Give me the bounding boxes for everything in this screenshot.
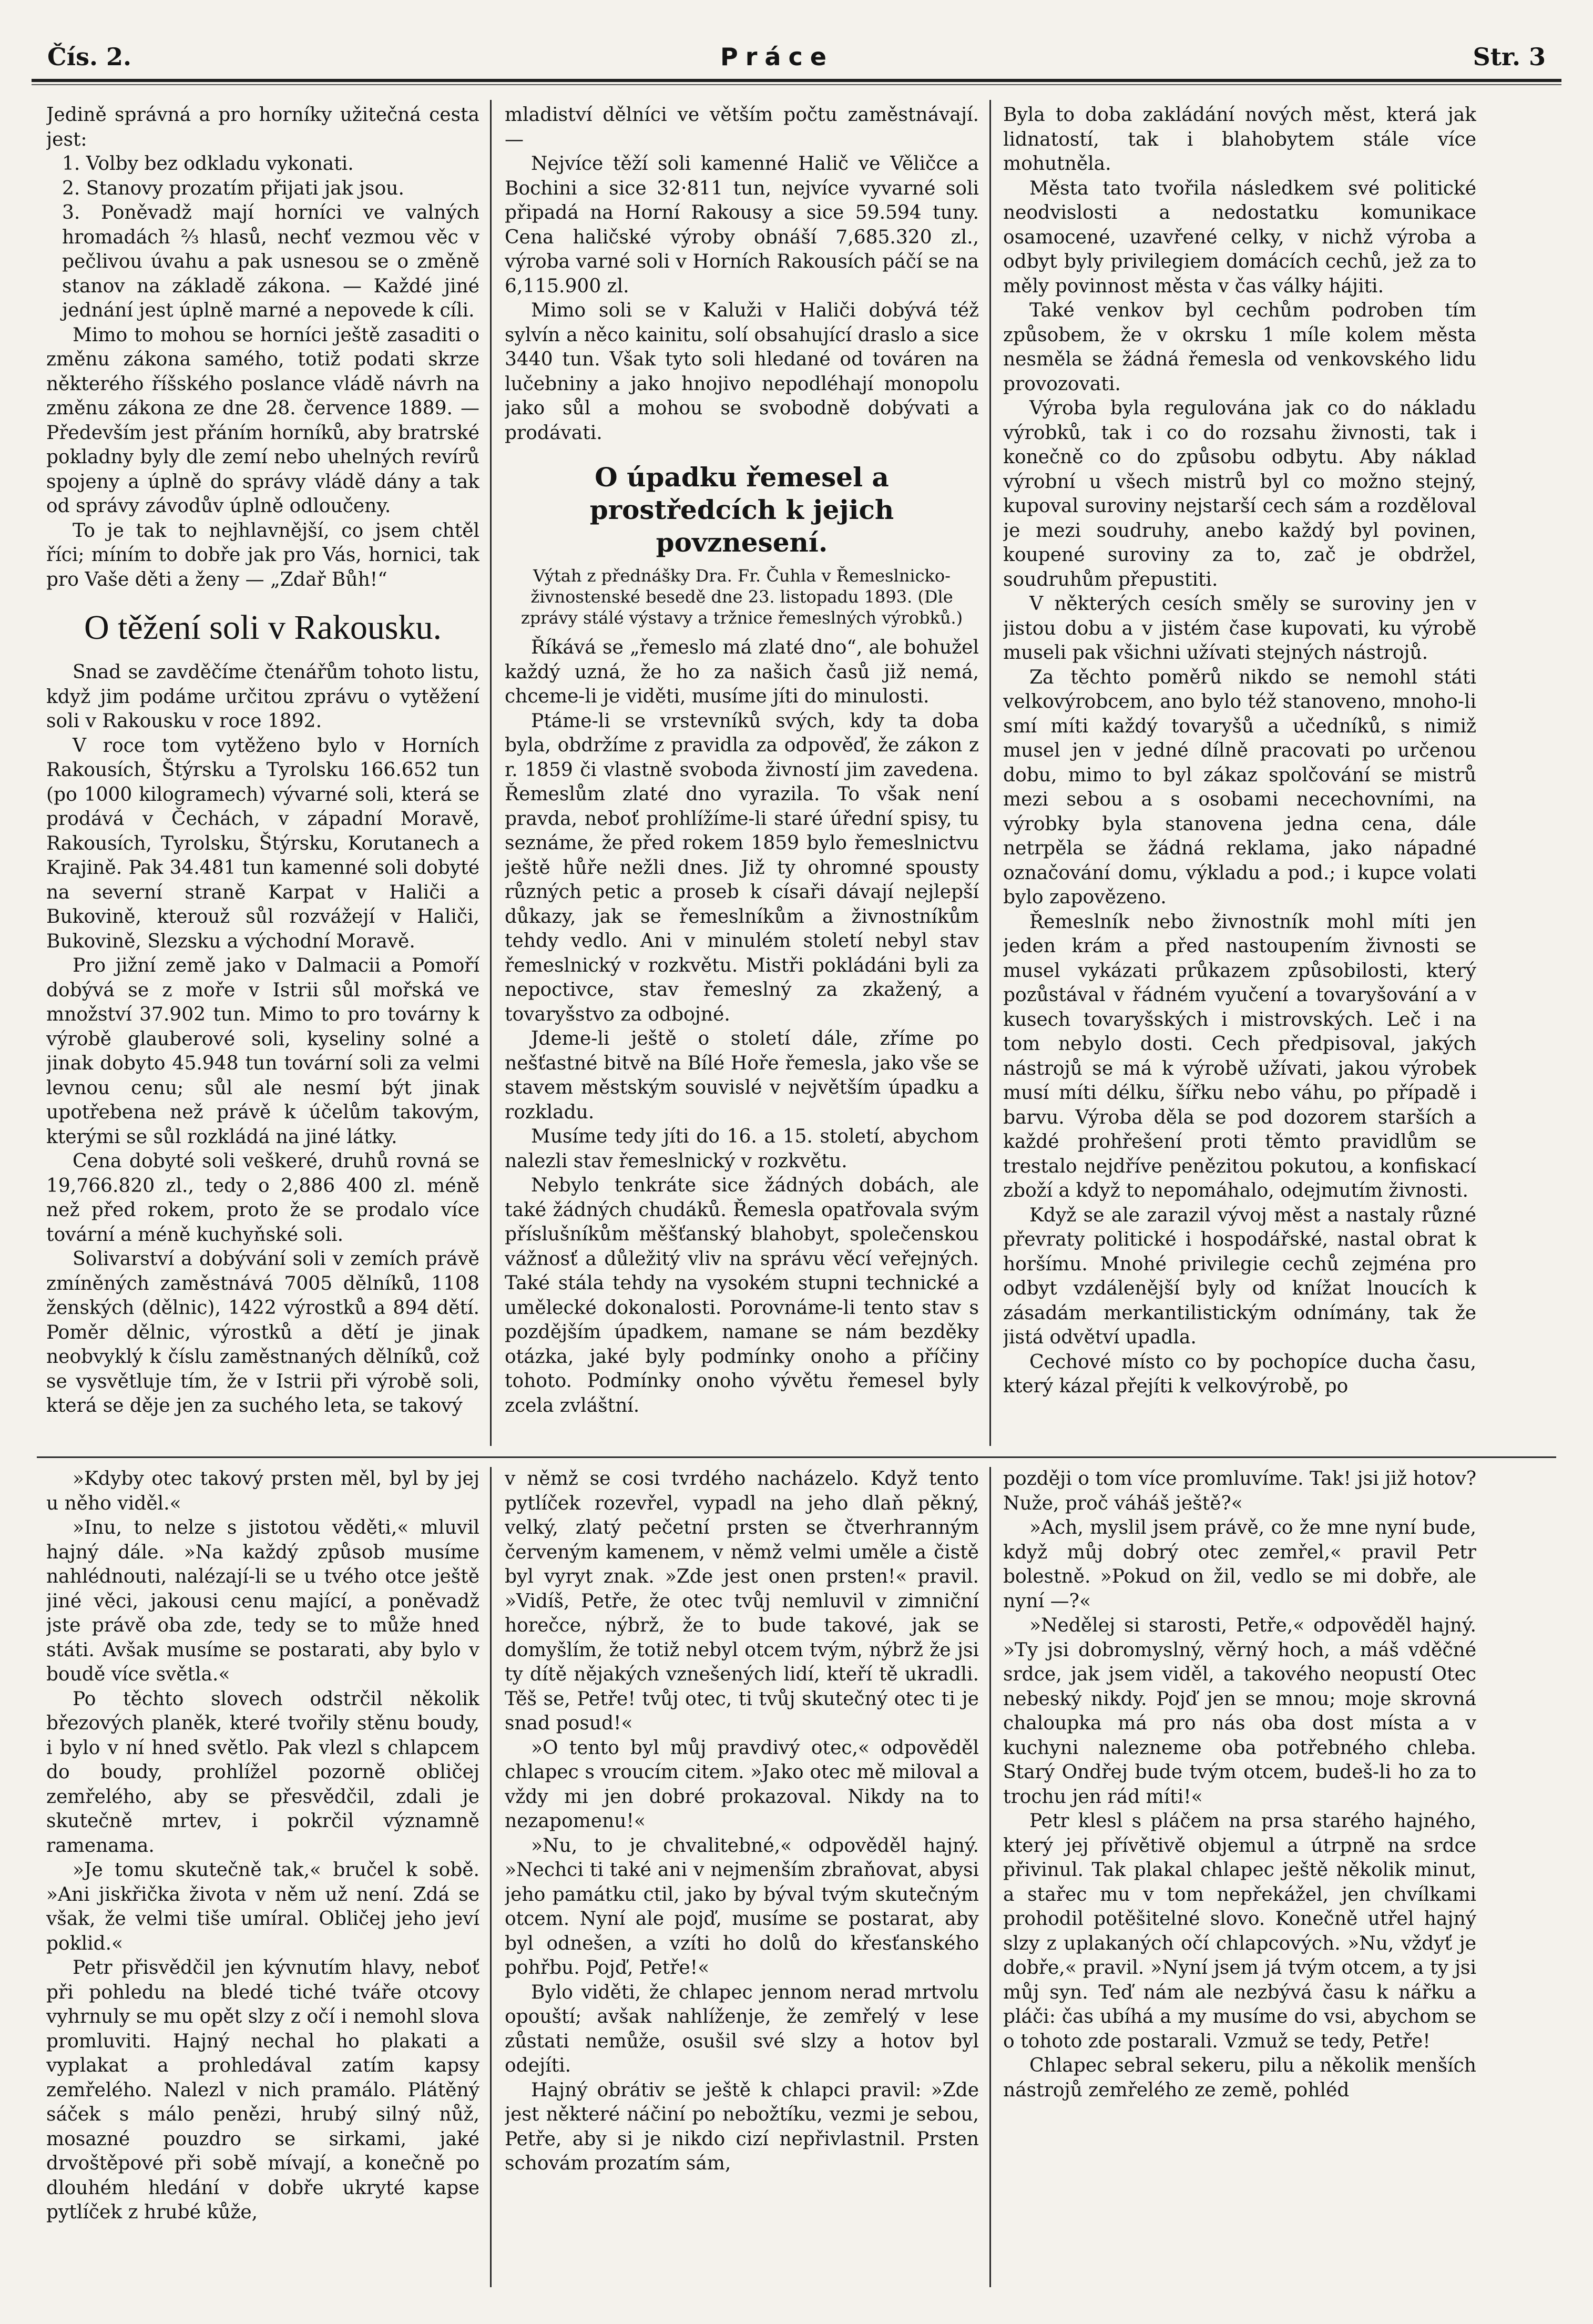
story-paragraph: Chlapec sebral sekeru, pilu a několik menších nástrojů zemřelého ze země, pohléd	[1003, 2055, 1476, 2101]
story-paragraph: »Nedělej si starosti, Petře,« odpověděl hajný. »Ty jsi dobromyslný, věrný hoch, a máš vděčné srdce, jak jsem viděl, a takového neopustí Otec nebeský nikdy. Pojď jen se mnou; moje skrovná chaloupka má pro nás oba dost místa a v kuchyni nalezneme oba potřebného chleba. Starý Ondřej bude tvým otcem, budeš-li ho za to trochu jen rád míti!«	[1003, 1615, 1476, 1808]
salt-article-paragraph: Snad se zavděčíme čtenářům tohoto listu, když jim podáme určitou zprávu o vytěžení soli v Rakousku v roce 1892.	[46, 661, 479, 732]
column-divider	[490, 100, 492, 1446]
crafts-article-paragraph: Také venkov byl cechům podroben tím způsobem, že v okrsku 1 míle kolem města nesměla se žádná řemesla od venkovského lidu provozovati.	[1003, 300, 1476, 395]
column-divider	[989, 100, 991, 1446]
crafts-article-paragraph: Když se ale zarazil vývoj měst a nastaly různé převraty politické i hospodářské, nastal obrat k horšímu. Mnohé privilegie cechů zejména pro odbyt vzdálenější byly od knížat lnoucích k zásadám merkantilistickým odnímány, tak že jistá odvětví upadla.	[1003, 1204, 1476, 1348]
crafts-article-subtitle: Výtah z přednášky Dra. Fr. Čuhla v Řemeslnicko-živnostenské besedě dne 23. listopadu 1893. (Dle zprávy stálé výstavy a tržnice řemeslných výrobků.)	[520, 566, 963, 628]
story-paragraph: později o tom více promluvíme. Tak! jsi již hotov? Nuže, proč váháš ještě?«	[1003, 1468, 1476, 1514]
story-column-3	[1003, 1467, 1476, 2287]
miner-article-list-item: 3. Poněvadž mají horníci ve valných hromadách ⅔ hlasů, nechť vezmou věc v pečlivou úvahu a pak usnesou se o změně stanov na základě zákona. — Každé jiné jednání jest úplně marné a nepovede k cíli.	[62, 202, 479, 321]
crafts-article-paragraph: Byla to doba zakládání nových měst, která jak lidnatostí, tak i blahobytem stále více mohutněla.	[1003, 104, 1476, 175]
crafts-article-paragraph: Řemeslník nebo živnostník mohl míti jen jeden krám a před nastoupením živnosti se musel vykázati průkazem způsobilosti, který pozůstával v řádném vyučení a tovaryšování a v kusech tovaryšských i mistrovských. Leč i na tom nebylo dosti. Cech předpisoval, jakých nástrojů se má k výrobě užívati, jakou výrobek musí míti délku, šířku nebo váhu, po případě i barvu. Výroba děla se pod dozorem starších a každé prohřešení proti těmto pravidlům se trestalo nejdříve penězitou pokutou, a konfiskací zboží a když to nepomáhalo, odejmutím živnosti.	[1003, 911, 1476, 1201]
newspaper-title: Práce	[720, 43, 834, 71]
crafts-article-paragraph: Za těchto poměrů nikdo se nemohl státi velkovýrobcem, ano bylo též stanoveno, mnoho-li smí míti každý tovaryšů a učedníků, s nimiž musel jen v jedné dílně pracovati po určenou dobu, mimo to byl zákaz spolčování se mistrů mezi sebou a s osobami necechovními, na výrobky byla stanovena jedna cena, dále netrpěla se žádná reklama, jako nápadné označování domu, výkladu a pod.; i kupce volati bylo zapovězeno.	[1003, 666, 1476, 908]
salt-article-paragraph: Cena dobyté soli veškeré, druhů rovná se 19,766.820 zl., tedy o 2,886 400 zl. méně než před rokem, proto že se prodalo více tovární a méně kuchyňské soli.	[46, 1150, 479, 1246]
miner-article-paragraph: Jedině správná a pro horníky užitečná cesta jest:	[46, 104, 479, 150]
story-paragraph: »O tento byl můj pravdivý otec,« odpověděl chlapec s vroucím citem. »Jako otec mě miloval a vždy mi jen dobré prokazoval. Nikdy na to nezapomenu!«	[505, 1737, 979, 1832]
crafts-article-paragraph: Města tato tvořila následkem své politické neodvislosti a nedostatku komunikace osamocené, uzavřené celky, v nichž výroba a odbyt byly privilegiem domácích cechů, jež za to měly povinnost města v čas války hájiti.	[1003, 177, 1476, 297]
header-rule	[32, 79, 1561, 82]
miner-article-paragraph: Mimo to mohou se horníci ještě zasaditi o změnu zákona samého, totiž podati skrze některého říšského poslance vládě návrh na změnu zákona ze dne 28. července 1889. — Především jest přáním horníků, aby bratrské pokladny byly dle zemí nebo uhelných revírů spojeny a úplně do správy vládě dány a tak od správy závodův úplně odloučeny.	[46, 324, 479, 517]
miner-article-list-item: 2. Stanovy prozatím přijati jak jsou.	[62, 177, 404, 199]
crafts-article-paragraph: V některých cesích směly se suroviny jen v jistou dobu a v jistém čase kupovati, ku výrobě museli pak všichni užívati stejných nástrojů.	[1003, 593, 1476, 664]
miner-article-paragraph: To je tak to nejhlavnější, co jsem chtěl říci; míním to dobře jak pro Vás, hornici, tak pro Vaše děti a ženy — „Zdař Bůh!“	[46, 519, 479, 590]
page-number: Str. 3	[1473, 43, 1546, 71]
story-paragraph: »Ach, myslil jsem právě, co že mne nyní bude, když můj dobrý otec zemřel,« pravil Petr bolestně. »Pokud on žil, vedlo se mi dobře, ale nyní —?«	[1003, 1517, 1476, 1612]
crafts-article-paragraph: Musíme tedy jíti do 16. a 15. století, abychom nalezli stav řemeslnický v rozkvětu.	[505, 1126, 979, 1172]
salt-article-paragraph: Solivarství a dobývání soli v zemích právě zmíněných zaměstnává 7005 dělníků, 1108 ženských (dělnic), 1422 výrostků a 894 dětí. Poměr dělnic, výrostků a dětí je jinak neobvyklý k číslu zaměstnaných dělníků, což se vysvětluje tím, že v Istrii při výrobě soli, která se děje jen za suchého leta, se takový	[46, 1248, 479, 1416]
crafts-article-paragraph: Nebylo tenkráte sice žádných dobách, ale také žádných chudáků. Řemesla opatřovala svým příslušníkům měšťanský blahobyt, společenskou vážnosť a důležitý vliv na správu věcí veřejných. Také stála tehdy na vysokém stupni technické a umělecké dokonalosti. Porovnáme-li tento stav s pozdějším úpadkem, namane se nám bezděky otázka, jaké byly podmínky onoho a příčiny tohoto. Podmínky onoho vývětu řemesel byly zcela zvláštní.	[505, 1175, 979, 1416]
crafts-article-title: O úpadku řemesel a prostředcích k jejich povznesení.	[589, 462, 894, 558]
story-paragraph: »Nu, to je chvalitebné,« odpověděl hajný. »Nechci ti také ani v nejmenším zbraňovat, abysi jeho památku ctil, jako by býval tvým skutečným otcem. Nyní ale pojď, musíme se postarat, aby byl odnešen, a vzíti ho dolů do křesťanského pohřbu. Pojď, Petře!«	[505, 1834, 979, 1979]
miner-article-list-item: 1. Volby bez odkladu vykonati.	[62, 153, 354, 175]
salt-article-paragraph: V roce tom vytěženo bylo v Horních Rakousích, Štýrsku a Tyrolsku 166.652 tun (po 1000 kilogramech) vývarné soli, která se prodává v Čechách, v západní Moravě, Rakousích, Tyrolsku, Štýrsku, Korutanech a Krajině. Pak 34.481 tun kamenné soli dobyté na severní straně Karpat v Haliči a Bukovině, kterouž sůl rozvážejí v Haliči, Bukovině, Slezsku a východní Moravě.	[46, 735, 479, 952]
column-3-upper	[1003, 103, 1476, 1449]
salt-article-paragraph: Nejvíce těží soli kamenné Halič ve Věličce a Bochini a sice 32·811 tun, nejvíce vyvarné soli připadá na Horní Rakousy a sice 59.594 tuny. Cena haličské výroby obnáší 7,685.320 zl., výroba varné soli v Horních Rakousích páčí se na 6,115.900 zl.	[505, 153, 979, 297]
salt-article-paragraph: Pro jižní země jako v Dalmacii a Pomoří dobývá se z moře v Istrii sůl mořská ve množství 37.902 tun. Mimo to pro továrny k výrobě glauberové soli, kyseliny solné a jinak dobyto 45.948 tun tovární soli za velmi levnou cenu; sůl ale nesmí být jinak upotřebena než právě k účelům takovým, kterými se sůl rozkládá na jiné látky.	[46, 955, 479, 1148]
page-header	[32, 41, 1556, 83]
crafts-article-paragraph: Ptáme-li se vrstevníků svých, kdy ta doba byla, obdržíme z pravidla za odpověď, že zákon z r. 1859 či vlastně svoboda živností jim zavedena. Řemeslům zlaté dno vyrazila. To však není pravda, neboť prohlížíme-li staré úřední spisy, tu seznáme, že před rokem 1859 bylo řemeslnictvu ještě hůře nežli dnes. Již ty ohromné spousty různých petic a proseb k císaři dávají nejlepší důkazy, jak se řemeslníkům a živnostníkům tehdy vedlo. Ani v minulém století nebyl stav řemeslnický v rozkvětu. Mistři pokládáni byli za nepoctivce, stav řemeslný za zkažený, a tovaryšstvo za odbojné.	[505, 710, 979, 1025]
column-divider	[490, 1467, 492, 2287]
story-paragraph: »Je tomu skutečně tak,« bručel k sobě. »Ani jiskřička života v něm už není. Zdá se však, že velmi tiše umíral. Obličej jeho jeví poklid.«	[46, 1859, 479, 1954]
salt-article-paragraph: Mimo soli se v Kaluži v Haliči dobývá též sylvín a něco kainitu, solí obsahující draslo a sice 3440 tun. Však tyto soli hledané od továren na lučebniny a jako hnojivo nepodléhají monopolu jako sůl a mohou se svobodně dobývati a prodávati.	[505, 300, 979, 444]
story-paragraph: »Kdyby otec takový prsten měl, byl by jej u něho viděl.«	[46, 1468, 479, 1514]
story-paragraph: Petr přisvědčil jen kývnutím hlavy, neboť při pohledu na bledé tiché tváře otcovy vyhrnuly se mu opět slzy z očí i nemohl slova promluviti. Hajný nechal ho plakati a vyplakat a prohledával zatím kapsy zemřelého. Nalezl v nich pramálo. Plátěný sáček s málo penězi, hrubý silný nůž, mosazné pouzdro se sirkami, jaké drvoštěpové při sobě mívají, a konečně po dlouhém hledání v dobře ukryté kapse pytlíček z hrubé kůže,	[46, 1957, 479, 2223]
feuilleton-rule	[37, 1456, 1556, 1458]
story-column-1	[46, 1467, 479, 2287]
column-2-upper	[505, 103, 979, 1449]
column-divider	[989, 1467, 991, 2287]
story-paragraph: v němž se cosi tvrdého nacházelo. Když tento pytlíček rozevřel, vypadl na jeho dlaň pěkný, velký, zlatý pečetní prsten se čtverhranným červeným kamenem, v němž velmi uměle a čistě byl vyryt znak. »Zde jest onen prsten!« pravil. »Vidíš, Petře, že otec tvůj nemluvil v zimniční horečce, nýbrž, že to bude takové, jak se domyšlím, že totiž nebyl otcem tvým, nýbrž že jsi ty dítě nějakých vznešených lidí, kteří tě ukradli. Těš se, Petře! tvůj otec, ti tvůj skutečný otec ti je snad posud!«	[505, 1468, 979, 1734]
story-column-2	[505, 1467, 979, 2287]
crafts-article-paragraph: Říkává se „řemeslo má zlaté dno“, ale bohužel každý uzná, že ho za našich časů již nemá, chceme-li je viděti, musíme jíti do minulosti.	[505, 637, 979, 707]
salt-article-paragraph: mladiství dělníci ve větším počtu zaměstnávají. —	[505, 104, 979, 150]
crafts-article-paragraph: Cechové místo co by pochopíce ducha času, který kázal přejíti k velkovýrobě, po	[1003, 1351, 1476, 1397]
story-paragraph: Bylo viděti, že chlapec jennom nerad mrtvolu opouští; avšak nahlíženje, že zemřelý v lese zůstati nemůže, osušil své slzy a hotov byl odejíti.	[505, 1981, 979, 2076]
crafts-article-paragraph: Jdeme-li ještě o století dále, zříme po nešťastné bitvě na Bílé Hoře řemesla, jako vše se stavem městským souvislé v největším úpadku a rozkladu.	[505, 1028, 979, 1123]
story-paragraph: »Inu, to nelze s jistotou věděti,« mluvil hajný dále. »Na každý způsob musíme nahlédnouti, nalézají-li se u tvého otce ještě jiné věci, jakousi cenu mající, a poněvadž jste právě oba zde, tedy se to může hned státi. Avšak musíme se postarati, aby bylo v boudě více světla.«	[46, 1517, 479, 1685]
salt-article-title: O těžení soli v Rakousku.	[84, 608, 442, 647]
story-paragraph: Petr klesl s pláčem na prsa starého hajného, který jej přívětivě objemul a útrpně na srdce přivinul. Tak plakal chlapec ještě několik minut, a stařec mu v tom nepřekážel, jen chvílkami prohodil potěšitelné slovo. Konečně utřel hajný slzy z uplakaných očí chlapcových. »Nu, vždyť je dobře,« pravil. »Nyní jsem já tvým otcem, a ty jsi můj syn. Teď nám ale nezbývá času k nářku a pláči: čas ubíhá a my musíme do vsi, abychom se o tohoto zde postarali. Vzmuž se tedy, Petře!	[1003, 1810, 1476, 2052]
story-paragraph: Hajný obrátiv se ještě k chlapci pravil: »Zde jest některé náčiní po nebožtíku, vezmi je sebou, Petře, aby si je nikdo cizí nepřivlastnil. Prsten schovám prozatím sám,	[505, 2079, 979, 2174]
crafts-article-paragraph: Výroba byla regulována jak co do nákladu výrobků, tak i co do rozsahu živnosti, tak i konečně co do způsobu odbytu. Aby náklad výrobní u všech mistrů byl co možno stejný, kupoval suroviny nejstarší cech sám a rozděloval je mezi soudruhy, anebo každý byl povinen, koupené suroviny za to, zač je obdržel, soudruhům přepustiti.	[1003, 397, 1476, 590]
issue-number: Čís. 2.	[47, 43, 132, 71]
header-rule-thin	[32, 84, 1561, 85]
column-1-upper	[46, 103, 479, 1449]
story-paragraph: Po těchto slovech odstrčil několik březových planěk, které tvořily stěnu boudy, i bylo v ní hned světlo. Pak vlezl s chlapcem do boudy, prohlížel pozorně obličej zemřelého, aby se přesvědčil, zdali je skutečně mrtev, i pokrčil významně ramenama.	[46, 1688, 479, 1857]
